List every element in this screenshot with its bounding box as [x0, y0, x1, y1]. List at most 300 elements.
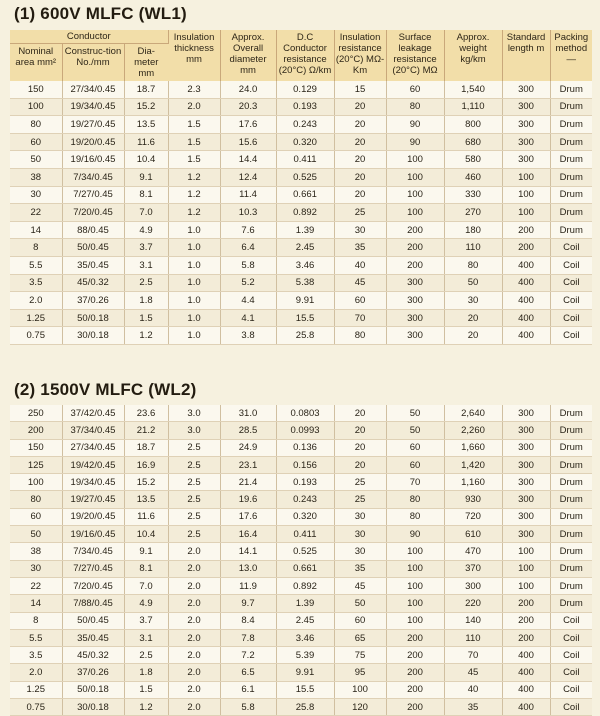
- table-row: [10, 560, 592, 577]
- table-cell: 19/16/0.45: [62, 526, 124, 543]
- col-header: Insulation thickness mm: [168, 30, 220, 81]
- table-cell: 1.5: [168, 133, 220, 151]
- table-cell: 27/34/0.45: [62, 439, 124, 456]
- table-cell: 20: [334, 133, 386, 151]
- table-cell: 220: [444, 595, 502, 612]
- table-cell: 2.5: [168, 491, 220, 508]
- table-cell: 19/42/0.45: [62, 456, 124, 473]
- table-cell: 21.4: [220, 474, 276, 491]
- table-cell: 150: [10, 439, 62, 456]
- table-cell: 40: [334, 256, 386, 274]
- table-row: [10, 239, 592, 257]
- table-cell: 7/27/0.45: [62, 186, 124, 204]
- table-cell: 1.39: [276, 221, 334, 239]
- table-cell: 22: [10, 204, 62, 222]
- table-cell: 5.38: [276, 274, 334, 292]
- table-cell: 70: [386, 474, 444, 491]
- table-cell: 300: [502, 526, 550, 543]
- table-cell: 35/0.45: [62, 256, 124, 274]
- table-cell: 3.46: [276, 629, 334, 646]
- table-cell: 50: [10, 526, 62, 543]
- table-cell: 1.2: [168, 168, 220, 186]
- table-cell: 20: [334, 439, 386, 456]
- table-cell: 17.6: [220, 116, 276, 134]
- table-cell: 5.5: [10, 629, 62, 646]
- table-cell: 20: [334, 422, 386, 439]
- table-cell: 0.193: [276, 98, 334, 116]
- table-cell: 0.411: [276, 526, 334, 543]
- table-cell: 1.5: [124, 309, 168, 327]
- table-cell: Coil: [550, 292, 592, 310]
- table-cell: Coil: [550, 647, 592, 664]
- table-cell: 25: [334, 491, 386, 508]
- table-cell: 100: [386, 186, 444, 204]
- table-cell: 460: [444, 168, 502, 186]
- table-cell: 2.5: [168, 456, 220, 473]
- table-1500v-mlfc: [10, 405, 592, 716]
- table-cell: 2.0: [168, 629, 220, 646]
- table-cell: 27/34/0.45: [62, 81, 124, 98]
- table-cell: Coil: [550, 699, 592, 716]
- table-cell: 14: [10, 595, 62, 612]
- table-cell: 2.5: [168, 508, 220, 525]
- table-cell: 300: [502, 81, 550, 98]
- table-cell: 400: [502, 681, 550, 698]
- table-cell: 300: [502, 422, 550, 439]
- table-cell: 20: [334, 116, 386, 134]
- col-header: Construc-tion No./mm: [62, 44, 124, 82]
- table-cell: 18.7: [124, 439, 168, 456]
- table-cell: 200: [386, 256, 444, 274]
- table-cell: 19/16/0.45: [62, 151, 124, 169]
- table-cell: 0.156: [276, 456, 334, 473]
- table-cell: 2.5: [124, 274, 168, 292]
- table-cell: 300: [444, 577, 502, 594]
- table-cell: 15: [334, 81, 386, 98]
- table-row: [10, 456, 592, 473]
- table-cell: 50/0.18: [62, 309, 124, 327]
- table-cell: Drum: [550, 474, 592, 491]
- table-cell: 18.7: [124, 81, 168, 98]
- table-cell: 200: [502, 221, 550, 239]
- table-cell: 200: [386, 221, 444, 239]
- table-cell: 65: [334, 629, 386, 646]
- table-cell: 2.45: [276, 239, 334, 257]
- table-cell: 45: [334, 274, 386, 292]
- table-cell: 37/0.26: [62, 664, 124, 681]
- table-cell: 70: [444, 647, 502, 664]
- table-cell: 400: [502, 327, 550, 345]
- table-row: [10, 647, 592, 664]
- table-cell: 5.8: [220, 256, 276, 274]
- table-cell: 7/34/0.45: [62, 168, 124, 186]
- col-header: Packing method —: [550, 30, 592, 81]
- table-cell: 90: [386, 526, 444, 543]
- table-cell: 20: [334, 168, 386, 186]
- table-cell: 0.0803: [276, 405, 334, 422]
- table-cell: 20: [444, 327, 502, 345]
- table-cell: 9.1: [124, 168, 168, 186]
- table-cell: 300: [502, 456, 550, 473]
- table-cell: 100: [386, 543, 444, 560]
- table-cell: 16.9: [124, 456, 168, 473]
- table-cell: 1,540: [444, 81, 502, 98]
- table-cell: 9.1: [124, 543, 168, 560]
- table-cell: 24.9: [220, 439, 276, 456]
- table-cell: 2.45: [276, 612, 334, 629]
- col-header: Dia-meter mm: [124, 44, 168, 82]
- table-cell: 0.243: [276, 116, 334, 134]
- table-cell: 580: [444, 151, 502, 169]
- table-cell: 2.0: [168, 543, 220, 560]
- table-cell: 200: [10, 422, 62, 439]
- table-cell: 720: [444, 508, 502, 525]
- table-cell: 1.25: [10, 309, 62, 327]
- table-cell: 0.320: [276, 133, 334, 151]
- table-cell: 6.1: [220, 681, 276, 698]
- table-cell: 35: [334, 239, 386, 257]
- table-cell: Drum: [550, 526, 592, 543]
- table-cell: 2.5: [168, 526, 220, 543]
- table-cell: 300: [502, 491, 550, 508]
- table-cell: Coil: [550, 681, 592, 698]
- table-cell: Coil: [550, 309, 592, 327]
- table-cell: 100: [386, 577, 444, 594]
- table-cell: 24.0: [220, 81, 276, 98]
- table-row: [10, 526, 592, 543]
- table-cell: 300: [386, 327, 444, 345]
- table-cell: 25: [334, 204, 386, 222]
- table-cell: 200: [386, 239, 444, 257]
- table-cell: 2.0: [168, 577, 220, 594]
- table-cell: 3.8: [220, 327, 276, 345]
- table-cell: 11.6: [124, 133, 168, 151]
- table-cell: 19/20/0.45: [62, 508, 124, 525]
- table-cell: 60: [10, 508, 62, 525]
- col-header: Surface leakage resistance (20°C) MΩ: [386, 30, 444, 81]
- table-cell: 8.1: [124, 560, 168, 577]
- table-cell: 300: [502, 508, 550, 525]
- table-cell: 100: [386, 168, 444, 186]
- table-cell: 4.4: [220, 292, 276, 310]
- table-cell: 0.129: [276, 81, 334, 98]
- table-row: [10, 422, 592, 439]
- table-cell: 200: [386, 647, 444, 664]
- table-cell: 11.6: [124, 508, 168, 525]
- table-cell: 200: [386, 681, 444, 698]
- table-cell: 8.4: [220, 612, 276, 629]
- table-cell: 0.661: [276, 560, 334, 577]
- table-cell: 7.2: [220, 647, 276, 664]
- table-cell: 11.4: [220, 186, 276, 204]
- table-cell: Drum: [550, 133, 592, 151]
- table-row: [10, 98, 592, 116]
- table-cell: 40: [444, 681, 502, 698]
- table-cell: 200: [386, 629, 444, 646]
- table-cell: 80: [334, 327, 386, 345]
- table-cell: 1.0: [168, 292, 220, 310]
- table-cell: 20: [334, 186, 386, 204]
- table-cell: 20: [334, 456, 386, 473]
- table-cell: 5.39: [276, 647, 334, 664]
- table-cell: 140: [444, 612, 502, 629]
- table-cell: 100: [386, 612, 444, 629]
- table-row: [10, 664, 592, 681]
- table-cell: 19/34/0.45: [62, 98, 124, 116]
- table-cell: Drum: [550, 116, 592, 134]
- table-cell: 200: [502, 629, 550, 646]
- table-row: [10, 474, 592, 491]
- table-cell: 100: [502, 186, 550, 204]
- table-cell: 45/0.32: [62, 647, 124, 664]
- table-600v-mlfc: [10, 30, 592, 345]
- table-cell: Coil: [550, 274, 592, 292]
- table-cell: 60: [386, 456, 444, 473]
- table-cell: Drum: [550, 98, 592, 116]
- table-cell: 50: [444, 274, 502, 292]
- table-cell: 5.2: [220, 274, 276, 292]
- table-cell: 330: [444, 186, 502, 204]
- table-cell: 90: [386, 133, 444, 151]
- table-cell: 3.5: [10, 647, 62, 664]
- table-cell: 100: [386, 151, 444, 169]
- table-cell: 3.5: [10, 274, 62, 292]
- table-cell: 400: [502, 647, 550, 664]
- table-cell: 0.411: [276, 151, 334, 169]
- table-cell: Drum: [550, 422, 592, 439]
- table-cell: 1,660: [444, 439, 502, 456]
- table-cell: Drum: [550, 151, 592, 169]
- table-cell: 1.8: [124, 664, 168, 681]
- table-cell: 0.525: [276, 168, 334, 186]
- table-cell: 100: [502, 204, 550, 222]
- table-cell: 7.0: [124, 204, 168, 222]
- table-cell: 31.0: [220, 405, 276, 422]
- table-cell: 150: [10, 81, 62, 98]
- table-row: [10, 168, 592, 186]
- table-cell: 20.3: [220, 98, 276, 116]
- table-cell: 45: [334, 577, 386, 594]
- table-cell: 9.91: [276, 664, 334, 681]
- table-cell: 25.8: [276, 699, 334, 716]
- table-cell: 45/0.32: [62, 274, 124, 292]
- table-row: [10, 81, 592, 98]
- table-cell: 60: [386, 81, 444, 98]
- table-cell: 15.5: [276, 309, 334, 327]
- table-cell: 7.8: [220, 629, 276, 646]
- table-cell: 1.0: [168, 221, 220, 239]
- table-cell: 200: [502, 239, 550, 257]
- table-cell: 80: [444, 256, 502, 274]
- table-cell: 20: [334, 151, 386, 169]
- table-row: [10, 256, 592, 274]
- table-cell: 1.5: [124, 681, 168, 698]
- table-cell: 6.4: [220, 239, 276, 257]
- table-cell: 100: [502, 543, 550, 560]
- table-cell: 2.0: [168, 595, 220, 612]
- table-cell: 95: [334, 664, 386, 681]
- table-cell: 3.46: [276, 256, 334, 274]
- table-cell: 200: [502, 595, 550, 612]
- table-cell: 9.7: [220, 595, 276, 612]
- table-cell: 100: [502, 577, 550, 594]
- table-cell: 400: [502, 699, 550, 716]
- table-cell: 19/27/0.45: [62, 116, 124, 134]
- table-cell: Drum: [550, 439, 592, 456]
- table-cell: 88/0.45: [62, 221, 124, 239]
- table-cell: 7/20/0.45: [62, 204, 124, 222]
- table-row: [10, 491, 592, 508]
- table-cell: 1.25: [10, 681, 62, 698]
- table-cell: Coil: [550, 629, 592, 646]
- table-cell: 2.0: [10, 292, 62, 310]
- table-cell: 80: [386, 508, 444, 525]
- table-cell: Drum: [550, 491, 592, 508]
- table-cell: 1.2: [168, 204, 220, 222]
- table-cell: 470: [444, 543, 502, 560]
- table-cell: 370: [444, 560, 502, 577]
- table-row: [10, 439, 592, 456]
- table-cell: Drum: [550, 543, 592, 560]
- table-cell: 50/0.45: [62, 612, 124, 629]
- table2-title: (2) 1500V MLFC (WL2): [14, 380, 197, 399]
- table-cell: 16.4: [220, 526, 276, 543]
- table-cell: 19/34/0.45: [62, 474, 124, 491]
- table-row: [10, 612, 592, 629]
- table-cell: 50: [334, 595, 386, 612]
- table-cell: 75: [334, 647, 386, 664]
- table-cell: 9.91: [276, 292, 334, 310]
- table-cell: 4.9: [124, 595, 168, 612]
- table-cell: 23.6: [124, 405, 168, 422]
- table-cell: 400: [502, 664, 550, 681]
- table-cell: 80: [10, 116, 62, 134]
- table-cell: 300: [386, 274, 444, 292]
- table-cell: 10.4: [124, 526, 168, 543]
- table-cell: Drum: [550, 221, 592, 239]
- table-row: [10, 508, 592, 525]
- table-cell: 60: [334, 612, 386, 629]
- table-row: [10, 595, 592, 612]
- table-cell: 1.0: [168, 239, 220, 257]
- table-row: [10, 629, 592, 646]
- table-cell: 1.0: [168, 274, 220, 292]
- table-row: [10, 274, 592, 292]
- col-header: Insulation resistance (20°C) MΩ-Km: [334, 30, 386, 81]
- table-cell: 300: [502, 98, 550, 116]
- table-row: [10, 699, 592, 716]
- table-cell: 37/0.26: [62, 292, 124, 310]
- table-cell: 400: [502, 256, 550, 274]
- table-cell: 30/0.18: [62, 327, 124, 345]
- table-cell: 19/20/0.45: [62, 133, 124, 151]
- table-cell: 8.1: [124, 186, 168, 204]
- table-cell: 19/27/0.45: [62, 491, 124, 508]
- table-cell: 45: [444, 664, 502, 681]
- table-cell: 2,260: [444, 422, 502, 439]
- table-cell: 300: [502, 116, 550, 134]
- table-cell: 3.7: [124, 239, 168, 257]
- table-cell: 7.6: [220, 221, 276, 239]
- table-cell: 100: [10, 474, 62, 491]
- table-cell: 2.5: [168, 474, 220, 491]
- table-cell: 30: [334, 543, 386, 560]
- table-cell: 14.4: [220, 151, 276, 169]
- table-row: [10, 133, 592, 151]
- table-cell: 30: [334, 221, 386, 239]
- table-cell: 3.1: [124, 629, 168, 646]
- table-cell: 80: [10, 491, 62, 508]
- table-row: [10, 309, 592, 327]
- table-cell: 2.0: [10, 664, 62, 681]
- table-cell: Drum: [550, 186, 592, 204]
- table-cell: 2.5: [124, 647, 168, 664]
- col-header: D.C Conductor resistance (20°C) Ω/km: [276, 30, 334, 81]
- table-cell: 5.5: [10, 256, 62, 274]
- table-cell: 1,420: [444, 456, 502, 473]
- table-cell: 0.0993: [276, 422, 334, 439]
- table-cell: 300: [502, 151, 550, 169]
- table-cell: 200: [386, 664, 444, 681]
- table-cell: 2.0: [168, 681, 220, 698]
- table-cell: 100: [386, 595, 444, 612]
- table-cell: 30: [10, 186, 62, 204]
- table-cell: 2.3: [168, 81, 220, 98]
- table-cell: 13.5: [124, 491, 168, 508]
- table-cell: 19.6: [220, 491, 276, 508]
- table-cell: 200: [386, 699, 444, 716]
- table-cell: 100: [386, 204, 444, 222]
- table-cell: Drum: [550, 204, 592, 222]
- table-cell: 0.892: [276, 204, 334, 222]
- table-cell: 50/0.45: [62, 239, 124, 257]
- table-cell: 2.0: [168, 699, 220, 716]
- table-cell: 15.2: [124, 474, 168, 491]
- table-row: [10, 577, 592, 594]
- col-header: Nominal area mm²: [10, 44, 62, 82]
- table-cell: Coil: [550, 239, 592, 257]
- table-cell: Drum: [550, 81, 592, 98]
- table-cell: 200: [502, 612, 550, 629]
- table-cell: 38: [10, 168, 62, 186]
- table-cell: 125: [10, 456, 62, 473]
- table-cell: 60: [334, 292, 386, 310]
- table-cell: Coil: [550, 612, 592, 629]
- table-cell: 1.2: [168, 186, 220, 204]
- table-cell: 37/34/0.45: [62, 422, 124, 439]
- table-cell: 4.1: [220, 309, 276, 327]
- table-cell: 1.5: [168, 151, 220, 169]
- table-cell: 0.320: [276, 508, 334, 525]
- table-cell: 8: [10, 612, 62, 629]
- table-cell: 300: [502, 133, 550, 151]
- table-cell: 120: [334, 699, 386, 716]
- table-cell: 4.9: [124, 221, 168, 239]
- table-cell: Drum: [550, 577, 592, 594]
- table-cell: 25: [334, 474, 386, 491]
- table-cell: 300: [386, 292, 444, 310]
- table-cell: 23.1: [220, 456, 276, 473]
- table-cell: Drum: [550, 508, 592, 525]
- table-cell: 80: [386, 491, 444, 508]
- table-cell: 7.0: [124, 577, 168, 594]
- table-cell: 14: [10, 221, 62, 239]
- table-cell: Coil: [550, 327, 592, 345]
- table-cell: 2.0: [168, 560, 220, 577]
- table-cell: 20: [334, 98, 386, 116]
- table-cell: 14.1: [220, 543, 276, 560]
- table-cell: Drum: [550, 405, 592, 422]
